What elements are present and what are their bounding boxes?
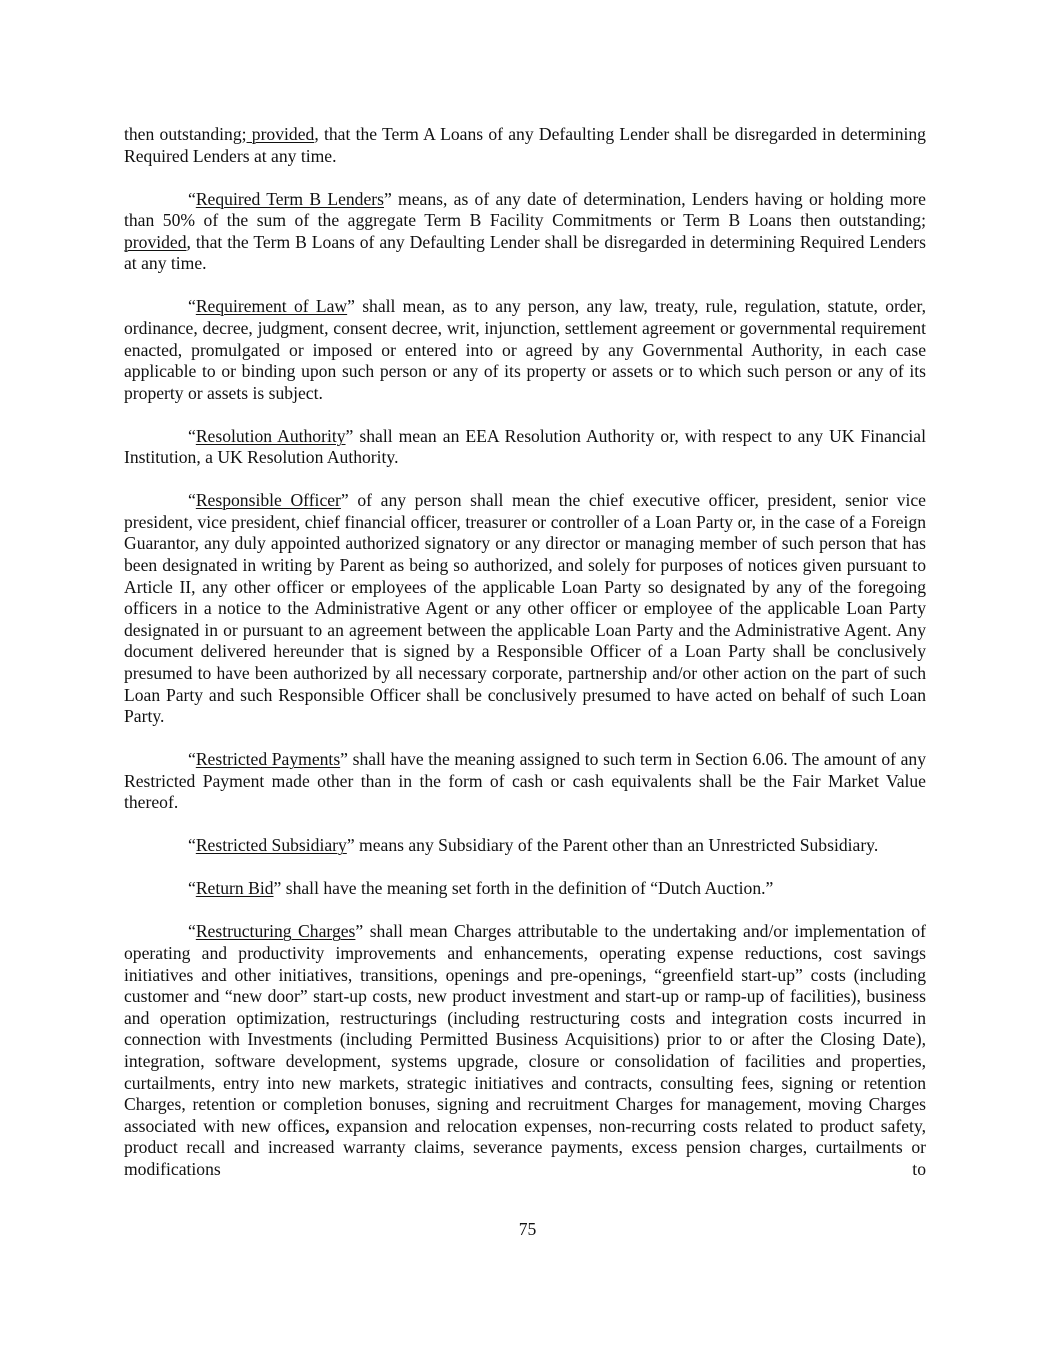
defined-term: Resolution Authority [195, 425, 346, 446]
defined-term: Requirement of Law [195, 296, 348, 317]
page-number: 75 [518, 1219, 537, 1239]
defined-term: Restricted Payments [195, 749, 341, 770]
provided-underlined: provided [246, 124, 315, 144]
definition-restricted-payments: “Restricted Payments” shall have the meaning assigned to such term in Section 6.06. The amount of any Restricted Payment made other than in the form of cash or cash equivalents shall be the Fair Market Value thereof. [124, 749, 926, 813]
defined-term: Responsible Officer [195, 490, 341, 511]
defined-term: Restructuring Charges [195, 921, 356, 942]
definition-responsible-officer: “Responsible Officer” of any person shall mean the chief executive officer, president, senior vice president, vice president, chief financial officer, treasurer or controller of a Loan Party or, in the case of a Foreign Guarantor, any duly appointed authorized signatory or any director or managing member of such person that has been designated in writing by Parent as being so authorized, and solely for purposes of notices given pursuant to Article II, any other officer or employees of the applicable Loan Party so designated by any of the foregoing officers in a notice to the Administrative Agent or any other officer or employee of the applicable Loan Party designated in or pursuant to an agreement between the applicable Loan Party and the Administrative Agent. Any document delivered hereunder that is signed by a Responsible Officer of a Loan Party shall be conclusively presumed to have been authorized by all necessary corporate, partnership and/or other action on the part of such Loan Party and such Responsible Officer shall be conclusively presumed to have acted on behalf of such Loan Party. [124, 490, 926, 727]
definition-restricted-subsidiary: “Restricted Subsidiary” means any Subsidiary of the Parent other than an Unrestricted Subsidiary. [188, 835, 879, 856]
provided-underlined: provided [124, 231, 187, 252]
defined-term: Return Bid [195, 878, 274, 899]
defined-term: Restricted Subsidiary [195, 835, 347, 856]
definition-restructuring-charges: “Restructuring Charges” shall mean Charges attributable to the undertaking and/or implementation of operating and productivity improvements and enhancements, operating expense reductions, cost savings initiatives and other initiatives, transitions, openings and pre-openings, “greenfield start-up” costs (including customer and “new door” start-up costs, new product investment and start-up or ramp-up of facilities), business and operation optimization, restructurings (including restructuring costs and integration costs incurred in connection with Investments (including Permitted Business Acquisitions) prior to or after the Closing Date), integration, software development, systems upgrade, closure or consolidation of facilities and properties, curtailments, entry into new markets, strategic initiatives and contracts, consulting fees, signing or retention Charges, retention or completion bonuses, signing and recruitment Charges for management, moving Charges associated with new offices, expansion and relocation expenses, non-recurring costs related to product safety, product recall and increased warranty claims, severance payments, excess pension charges, curtailments or modifications to [124, 921, 926, 1179]
definition-return-bid: “Return Bid” shall have the meaning set forth in the definition of “Dutch Auction.” [188, 878, 774, 899]
definition-requirement-of-law: “Requirement of Law” shall mean, as to any person, any law, treaty, rule, regulation, statute, order, ordinance, decree, judgment, consent decree, writ, injunction, settlement agreement or governmental requirement enacted, promulgated or imposed or entered into or agreed by any Governmental Authority, in each case applicable to or binding upon such person or any of its property or assets or to which such person or any of its property or assets is subject. [124, 296, 927, 403]
defined-term: Required Term B Lenders [195, 188, 384, 209]
document-page [124, 124, 926, 1202]
paragraph-continuation: then outstanding; provided, that the Term A Loans of any Defaulting Lender shall be disregarded in determining Required Lenders at any time. [124, 124, 926, 166]
definition-required-term-b-lenders: “Required Term B Lenders” means, as of any date of determination, Lenders having or holding more than 50% of the sum of the aggregate Term B Facility Commitments or Term B Loans then outstanding; provided, that the Term B Loans of any Defaulting Lender shall be disregarded in determining Required Lenders at any time. [124, 188, 926, 274]
bold-comma: , [325, 1115, 330, 1136]
definition-resolution-authority: “Resolution Authority” shall mean an EEA Resolution Authority or, with respect to any UK Financial Institution, a UK Resolution Authority. [124, 425, 926, 468]
